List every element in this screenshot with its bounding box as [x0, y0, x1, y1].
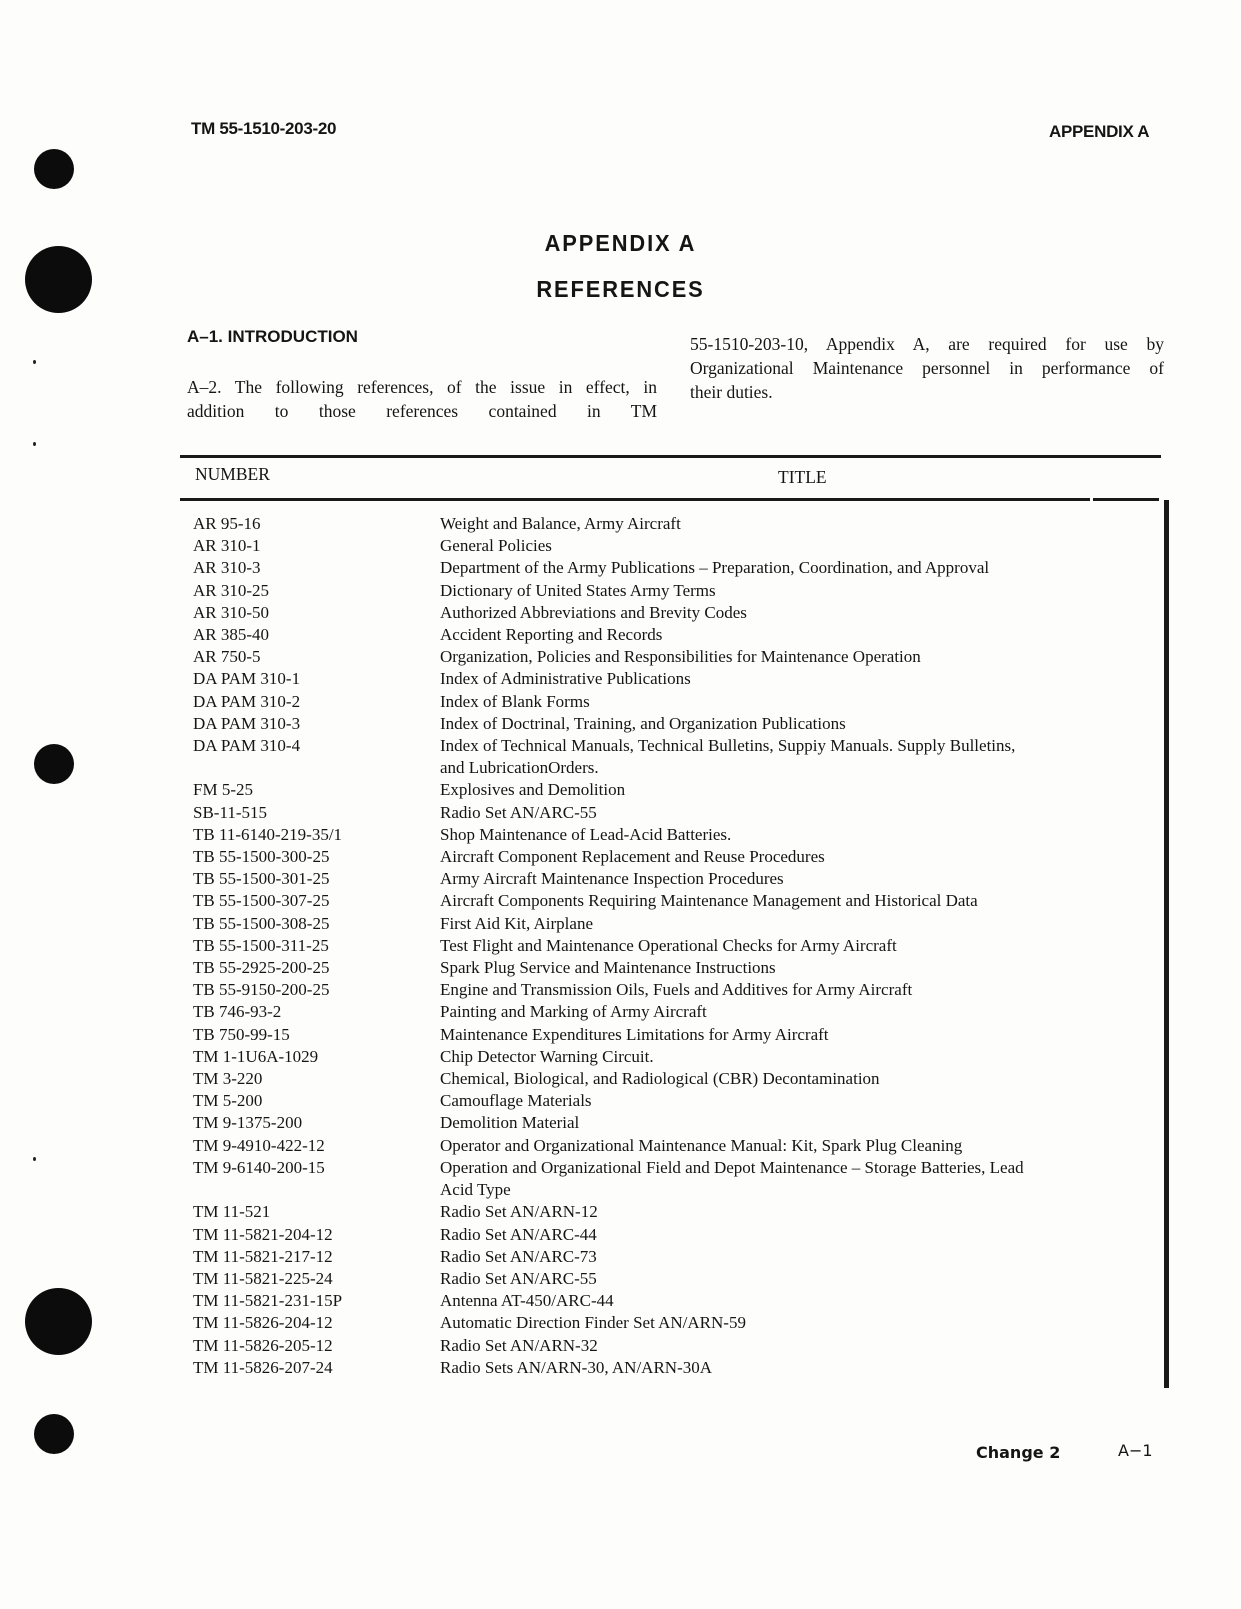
reference-title: Maintenance Expenditures Limitations for Army Aircraft [440, 1024, 829, 1044]
table-top-rule [180, 455, 1161, 458]
reference-title: Automatic Direction Finder Set AN/ARN-59 [440, 1313, 746, 1333]
reference-title: Index of Technical Manuals, Technical Bulletins, Suppiy Manuals. Supply Bulletins, [440, 736, 1016, 756]
table-row [193, 646, 1153, 668]
reference-title: Department of the Army Publications – Preparation, Coordination, and Approval [440, 558, 990, 578]
text-line: their duties. [690, 382, 773, 402]
reference-title: Demolition Material [440, 1113, 580, 1133]
reference-number: DA PAM 310-2 [193, 691, 301, 711]
reference-title: Index of Blank Forms [440, 691, 590, 711]
reference-number: TM 11-5821-204-12 [193, 1224, 333, 1244]
change-number: Change 2 [976, 1443, 1061, 1462]
reference-title: Radio Sets AN/ARN-30, AN/ARN-30A [440, 1357, 713, 1377]
change-bar [1164, 500, 1169, 1388]
scan-speck [33, 360, 36, 364]
table-header-rule [180, 498, 1090, 501]
reference-title: Antenna AT-450/ARC-44 [440, 1291, 614, 1311]
table-row [193, 846, 1153, 868]
section-heading: A–1. INTRODUCTION [187, 327, 358, 346]
reference-number: TB 55-1500-308-25 [193, 913, 330, 933]
table-row [193, 1312, 1153, 1334]
reference-number: AR 310-25 [193, 580, 270, 600]
table-row [193, 1268, 1153, 1290]
reference-title: Camouflage Materials [440, 1091, 592, 1111]
reference-title: Dictionary of United States Army Terms [440, 580, 716, 600]
reference-title: Index of Administrative Publications [440, 669, 691, 689]
reference-number: SB-11-515 [193, 802, 267, 822]
reference-title: Index of Doctrinal, Training, and Organization Publications [440, 713, 846, 733]
reference-number: DA PAM 310-4 [193, 736, 301, 756]
reference-title: Aircraft Components Requiring Maintenance Management and Historical Data [440, 891, 978, 911]
table-row [193, 1112, 1153, 1134]
binder-hole-icon [34, 744, 74, 784]
reference-title: Painting and Marking of Army Aircraft [440, 1002, 707, 1022]
reference-number: AR 310-3 [193, 558, 261, 578]
page-subtitle: REFERENCES [536, 276, 705, 302]
reference-title: Shop Maintenance of Lead-Acid Batteries. [440, 824, 732, 844]
reference-number: DA PAM 310-3 [193, 713, 301, 733]
reference-number: DA PAM 310-1 [193, 669, 301, 689]
table-row [193, 979, 1153, 1001]
table-row [193, 802, 1153, 824]
table-row [193, 602, 1153, 624]
reference-number: TM 5-200 [193, 1091, 263, 1111]
reference-title: General Policies [440, 536, 552, 556]
reference-title: Accident Reporting and Records [440, 625, 663, 645]
reference-title: Weight and Balance, Army Aircraft [440, 514, 681, 533]
table-row [193, 1335, 1153, 1357]
table-row [193, 557, 1153, 579]
text-line: Organizational Maintenance personnel in performance of [690, 358, 1164, 378]
table-row [193, 1001, 1153, 1023]
table-row [193, 1090, 1153, 1112]
page-number: A−1 [1118, 1441, 1153, 1460]
intro-paragraph-left [187, 375, 657, 423]
table-row [193, 1357, 1153, 1379]
binder-hole-icon [25, 1288, 92, 1355]
reference-number: TM 3-220 [193, 1069, 263, 1089]
reference-number: TB 55-1500-307-25 [193, 891, 330, 911]
reference-number: TM 11-5821-225-24 [193, 1268, 333, 1288]
reference-title: Explosives and Demolition [440, 780, 626, 800]
table-row [193, 580, 1153, 602]
table-row-continuation [193, 757, 1153, 779]
reference-title: Radio Set AN/ARC-44 [440, 1224, 597, 1244]
table-row [193, 935, 1153, 957]
reference-title: Radio Set AN/ARC-55 [440, 802, 597, 822]
reference-number: TM 11-5821-231-15P [193, 1291, 343, 1311]
reference-number: TB 746-93-2 [193, 1002, 282, 1022]
section-label: APPENDIX A [1049, 122, 1150, 141]
reference-number: TM 11-521 [193, 1202, 271, 1222]
table-row [193, 824, 1153, 846]
reference-title: Operator and Organizational Maintenance Manual: Kit, Spark Plug Cleaning [440, 1135, 963, 1155]
reference-number: TM 9-1375-200 [193, 1113, 303, 1133]
reference-title: Operation and Organizational Field and Depot Maintenance – Storage Batteries, Lead [440, 1157, 1024, 1177]
reference-number: AR 310-1 [193, 536, 261, 556]
empty-cell [193, 1179, 440, 1201]
reference-title: Spark Plug Service and Maintenance Instructions [440, 958, 776, 978]
column-header-number: NUMBER [195, 464, 270, 484]
text-line: addition to those references contained in TM [187, 401, 657, 421]
reference-number: TM 1-1U6A-1029 [193, 1046, 319, 1066]
table-row [193, 1046, 1153, 1068]
table-row [193, 913, 1153, 935]
table-row [193, 691, 1153, 713]
reference-number: TM 11-5826-205-12 [193, 1335, 333, 1355]
reference-number: TB 55-2925-200-25 [193, 958, 330, 978]
table-row [193, 1135, 1153, 1157]
reference-number: AR 310-50 [193, 602, 270, 622]
reference-number: TB 55-1500-300-25 [193, 847, 330, 867]
reference-number: TB 55-1500-311-25 [193, 935, 329, 955]
reference-title-continued: Acid Type [440, 1180, 511, 1200]
reference-number: TM 9-4910-422-12 [193, 1135, 325, 1155]
table-row [193, 1201, 1153, 1223]
reference-number: TB 750-99-15 [193, 1024, 290, 1044]
scan-speck [33, 442, 36, 446]
reference-number: AR 385-40 [193, 625, 270, 645]
table-row [193, 890, 1153, 912]
reference-number: TM 9-6140-200-15 [193, 1157, 325, 1177]
binder-hole-icon [34, 1414, 74, 1454]
reference-title: Radio Set AN/ARN-32 [440, 1335, 598, 1355]
table-row [193, 513, 1153, 535]
document-number: TM 55-1510-203-20 [191, 119, 337, 138]
scan-speck [33, 1157, 36, 1161]
table-row [193, 957, 1153, 979]
table-row [193, 668, 1153, 690]
reference-number: TM 11-5826-204-12 [193, 1313, 333, 1333]
table-row [193, 713, 1153, 735]
table-row [193, 624, 1153, 646]
table-row [193, 779, 1153, 801]
reference-number: FM 5-25 [193, 780, 253, 800]
reference-title: Aircraft Component Replacement and Reuse Procedures [440, 847, 825, 867]
reference-title: Chemical, Biological, and Radiological (CBR) Decontamination [440, 1069, 880, 1089]
text-line: 55-1510-203-10, Appendix A, are required for use by [690, 334, 1164, 354]
page-title: APPENDIX A [544, 230, 697, 256]
references-table [193, 513, 1153, 1379]
reference-number: TB 11-6140-219-35/1 [193, 824, 343, 844]
reference-title: Engine and Transmission Oils, Fuels and Additives for Army Aircraft [440, 980, 913, 1000]
table-row-continuation [193, 1179, 1153, 1201]
reference-title: Chip Detector Warning Circuit. [440, 1046, 654, 1066]
reference-number: TM 11-5821-217-12 [193, 1246, 333, 1266]
reference-title: Organization, Policies and Responsibilities for Maintenance Operation [440, 647, 921, 667]
text-line: A–2. The following references, of the issue in effect, in [187, 377, 657, 397]
table-row [193, 1157, 1153, 1179]
table-header-rule-segment [1093, 498, 1159, 501]
reference-number: TB 55-9150-200-25 [193, 980, 330, 1000]
column-header-title: TITLE [778, 467, 827, 487]
binder-hole-icon [34, 149, 74, 189]
reference-title: First Aid Kit, Airplane [440, 913, 593, 933]
intro-paragraph-right [690, 332, 1164, 404]
reference-title: Army Aircraft Maintenance Inspection Procedures [440, 869, 784, 889]
reference-title: Radio Set AN/ARN-12 [440, 1202, 598, 1222]
table-row [193, 1290, 1153, 1312]
table-row [193, 1068, 1153, 1090]
reference-title: Radio Set AN/ARC-73 [440, 1246, 597, 1266]
reference-title-continued: and LubricationOrders. [440, 758, 599, 778]
table-row [193, 535, 1153, 557]
empty-cell [193, 757, 440, 779]
table-row [193, 868, 1153, 890]
table-row [193, 1246, 1153, 1268]
table-row [193, 1024, 1153, 1046]
reference-title: Authorized Abbreviations and Brevity Codes [440, 602, 747, 622]
reference-number: TB 55-1500-301-25 [193, 869, 330, 889]
reference-number: AR 750-5 [193, 647, 261, 667]
reference-title: Test Flight and Maintenance Operational Checks for Army Aircraft [440, 935, 897, 955]
reference-title: Radio Set AN/ARC-55 [440, 1268, 597, 1288]
table-row [193, 1224, 1153, 1246]
reference-number: AR 95-16 [193, 514, 261, 533]
reference-number: TM 11-5826-207-24 [193, 1357, 333, 1377]
table-row [193, 735, 1153, 757]
